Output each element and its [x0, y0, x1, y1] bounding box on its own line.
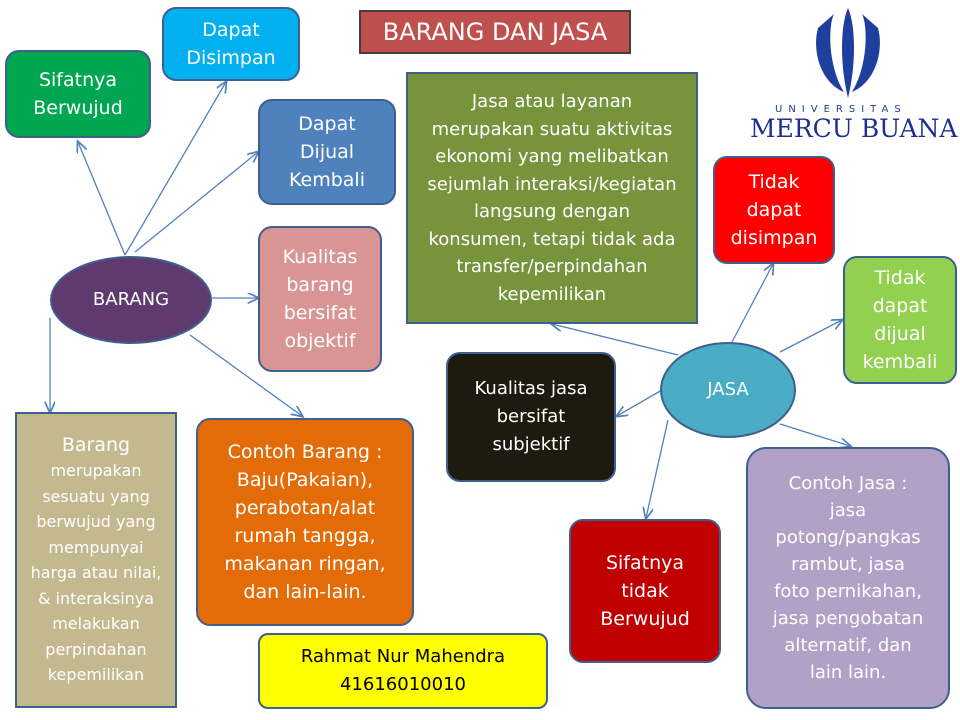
jasa-kualitas-box: Kualitas jasa bersifat subjektif	[446, 352, 616, 482]
barang-definisi-text: merupakan sesuatu yang berwujud yang mempunyai harga atau nilai, & interaksinya melakukan perpindahan kepemilikan	[30, 461, 162, 685]
jasa-definisi-box: Jasa atau layanan merupakan suatu aktivitas ekonomi yang melibatkan sejumlah interaksi/kegiatan langsung dengan konsumen, tetapi tidak ada transfer/perpindahan kepemilikan	[406, 72, 698, 324]
barang-definisi-box	[15, 412, 177, 708]
barang-sifat-box: Sifatnya Berwujud	[5, 50, 151, 138]
barang-definisi-title: Barang	[61, 434, 131, 457]
jasa-contoh-box: Contoh Jasa : jasa potong/pangkas rambut, jasa foto pernikahan, jasa pengobatan alternatif, dan lain lain.	[746, 447, 950, 709]
logo-subtitle: UNIVERSITAS	[775, 104, 907, 115]
logo-emblem-icon	[748, 6, 948, 106]
page-title: BARANG DAN JASA	[359, 10, 631, 54]
jasa-node: JASA	[660, 342, 796, 438]
jasa-tidak-disimpan-box: Tidak dapat disimpan	[713, 156, 835, 264]
barang-disimpan-box: Dapat Disimpan	[162, 7, 300, 81]
author-name: Rahmat Nur Mahendra	[300, 646, 506, 667]
jasa-sifat-box: Sifatnya tidak Berwujud	[569, 519, 721, 663]
barang-contoh-box: Contoh Barang : Baju(Pakaian), perabotan/alat rumah tangga, makanan ringan, dan lain-lain.	[196, 418, 414, 626]
barang-node: BARANG	[50, 256, 212, 344]
author-box	[258, 633, 548, 709]
logo-title: MERCU BUANA	[750, 114, 958, 143]
barang-kualitas-box: Kualitas barang bersifat objektif	[258, 226, 382, 372]
jasa-tidak-dijual-box: Tidak dapat dijual kembali	[843, 256, 957, 384]
author-id: 41616010010	[340, 674, 466, 695]
barang-dijual-box: Dapat Dijual Kembali	[258, 99, 396, 205]
